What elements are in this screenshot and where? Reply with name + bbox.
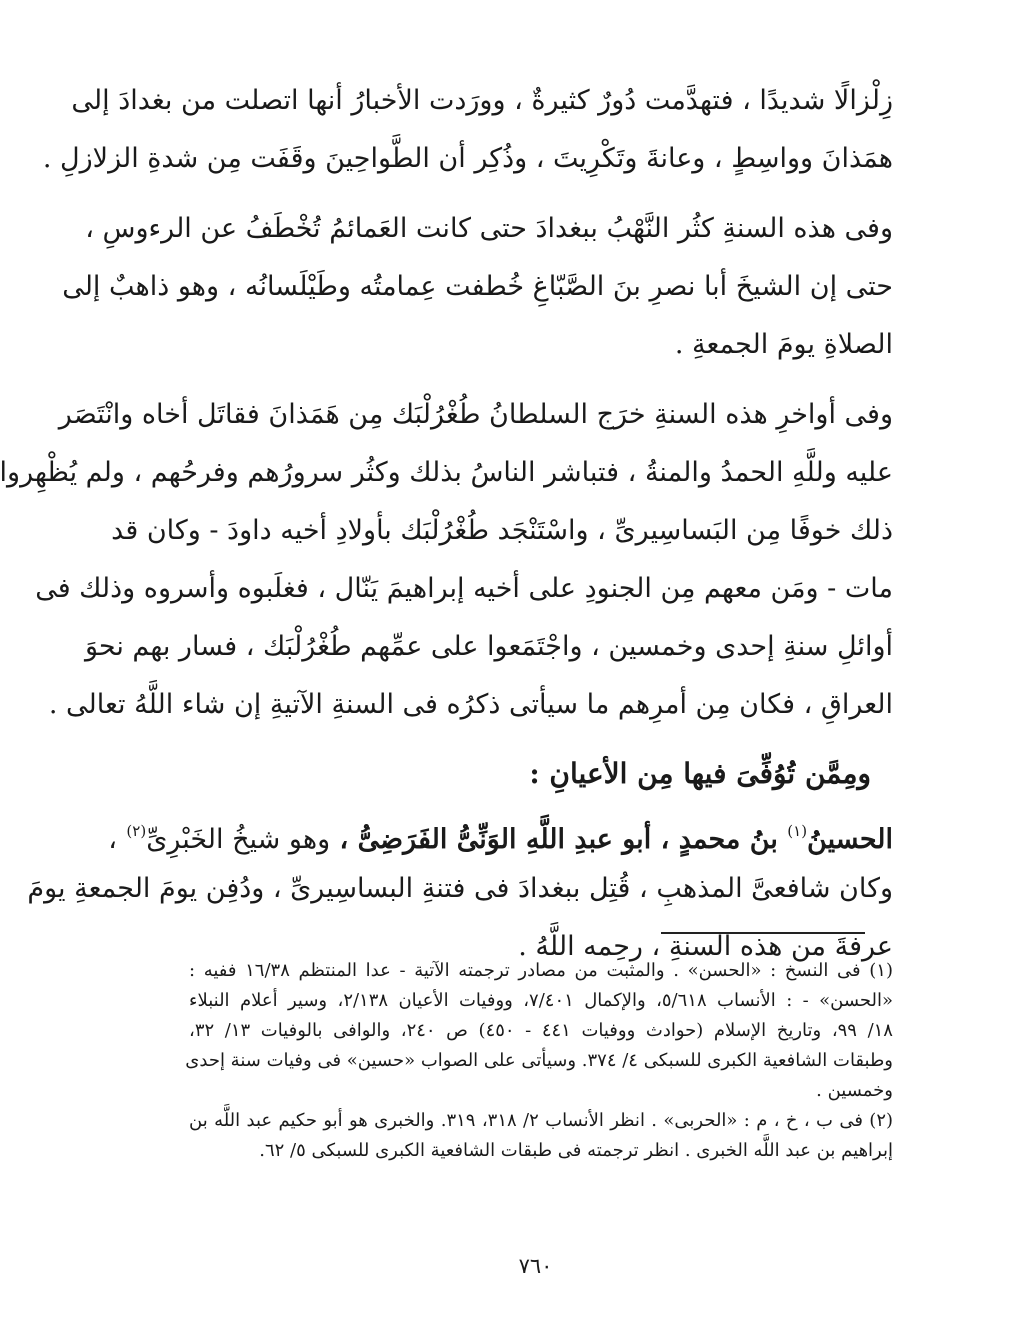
page-number: ٧٦٠ [518, 1254, 553, 1278]
footnote-line: وخمسين . [816, 1080, 893, 1101]
footnote-line: إبراهيم بن عبد اللَّه الخبرى . انظر ترجمته فى طبقات الشافعية الكبرى للسبكى ٥/ ٦٢. [259, 1140, 893, 1161]
person-description: وهو شيخُ الخَبْرِىِّ [146, 824, 331, 855]
text-line: العراقِ ، فكان مِن أمرِهم ما سيأتى ذكرُه فى السنةِ الآتيةِ إن شاء اللَّهُ تعالى . [48, 689, 893, 720]
text-line: عليه وللَّهِ الحمدُ والمنةُ ، فتباشر الناسُ بذلك وكثُر سرورُهم وفرحُهم ، ولم يُظْهِروا [0, 457, 893, 488]
footnote-line: (٢) فى ب ، خ ، م : «الحربى» . انظر الأنساب ٢/ ٣١٨، ٣١٩. والخبرى هو أبو حكيم عبد اللَّه بن [189, 1110, 894, 1131]
footnote-ref[interactable]: (٢) [126, 822, 147, 840]
footnote-line: (١) فى النسخ : «الحسن» . والمثبت من مصادر ترجمته الآتية - عدا المنتظم ١٦/٣٨ ففيه : [189, 960, 893, 981]
person-name: الحسينُ [807, 824, 893, 855]
text-line: همَذانَ وواسِطٍ ، وعانةَ وتَكْرِيتَ ، وذُكِر أن الطَّواحِينَ وقَفَت مِن شدةِ الزلازلِ . [42, 143, 893, 174]
paragraph-sultan [0, 386, 893, 734]
biography-entry [27, 802, 893, 976]
text-line: عرفةَ من هذه السنةِ ، رحِمه اللَّهُ . [518, 931, 893, 962]
text-line: وكان شافعىَّ المذهبِ ، قُتِل ببغدادَ فى فتنةِ البساسِيرىِّ ، ودُفِن يومَ الجمعةِ يومَ [27, 873, 893, 904]
footnote-line: ١٨/ ٩٩، وتاريخ الإسلام (حوادث ووفيات ٤٤١ - ٤٥٠) ص ٢٤٠، والوافى بالوفيات ١٣/ ٣٢، [189, 1020, 893, 1041]
main-text [0, 72, 893, 976]
text-line: أوائلِ سنةِ إحدى وخمسين ، واجْتَمَعوا على عمِّهم طُغْرُلْبَك ، فسار بهم نحوَ [84, 631, 893, 662]
text-line: الصلاةِ يومَ الجمعةِ . [674, 329, 893, 360]
biography-name-line [108, 802, 893, 860]
paragraph-plunder [62, 200, 893, 374]
text-line: وفى هذه السنةِ كثُر النَّهْبُ ببغدادَ حتى كانت العَمائمُ تُخْطَفُ عن الرءوسِ ، [85, 213, 893, 244]
text-line: ذلك خوفًا مِن البَساسِيرىِّ ، واسْتَنْجَد طُغْرُلْبَك بأولادِ أخيه داودَ - وكان قد [111, 515, 893, 546]
text-line: مات - ومَن معهم مِن الجنودِ على أخيه إبراهيمَ يَنّال ، فغلَبوه وأسروه وذلك فى [35, 573, 893, 604]
text-line: حتى إن الشيخَ أبا نصرِ بنَ الصَّبّاغِ خُطفت عِمامتُه وطَيْلَسانُه ، وهو ذاهبٌ إلى [62, 271, 893, 302]
footnote-line: وطبقات الشافعية الكبرى للسبكى ٤/ ٣٧٤. وسيأتى على الصواب «حسين» فى وفيات سنة إحدى [185, 1050, 893, 1071]
text-line: وفى أواخرِ هذه السنةِ خرَج السلطانُ طُغْرُلْبَك مِن هَمَذانَ فقاتَل أخاه وانْتَصَر [58, 399, 893, 430]
footnotes [185, 956, 894, 1166]
footnote-line: «الحسن» - : الأنساب ٥/٦١٨، والإكمال ٧/٤٠١، ووفيات الأعيان ٢/١٣٨، وسير أعلام النبلاء [189, 990, 894, 1011]
text-line: زِلْزالًا شديدًا ، فتهدَّمت دُورٌ كثيرةٌ ، وورَدت الأخبارُ أنها اتصلت من بغدادَ إلى [71, 85, 893, 116]
punctuation: ، [108, 824, 117, 855]
footnote-divider [661, 932, 865, 934]
footnote-ref[interactable]: (١) [787, 822, 808, 840]
paragraph-earthquake [42, 72, 893, 188]
person-name-rest: بنُ محمدٍ ، أبو عبدِ اللَّهِ الوَنِّىُّ الفَرَضِىُّ ، [339, 824, 778, 855]
section-heading: ومِمَّن تُوُفِّىَ فيها مِن الأعيانِ : [529, 757, 871, 790]
